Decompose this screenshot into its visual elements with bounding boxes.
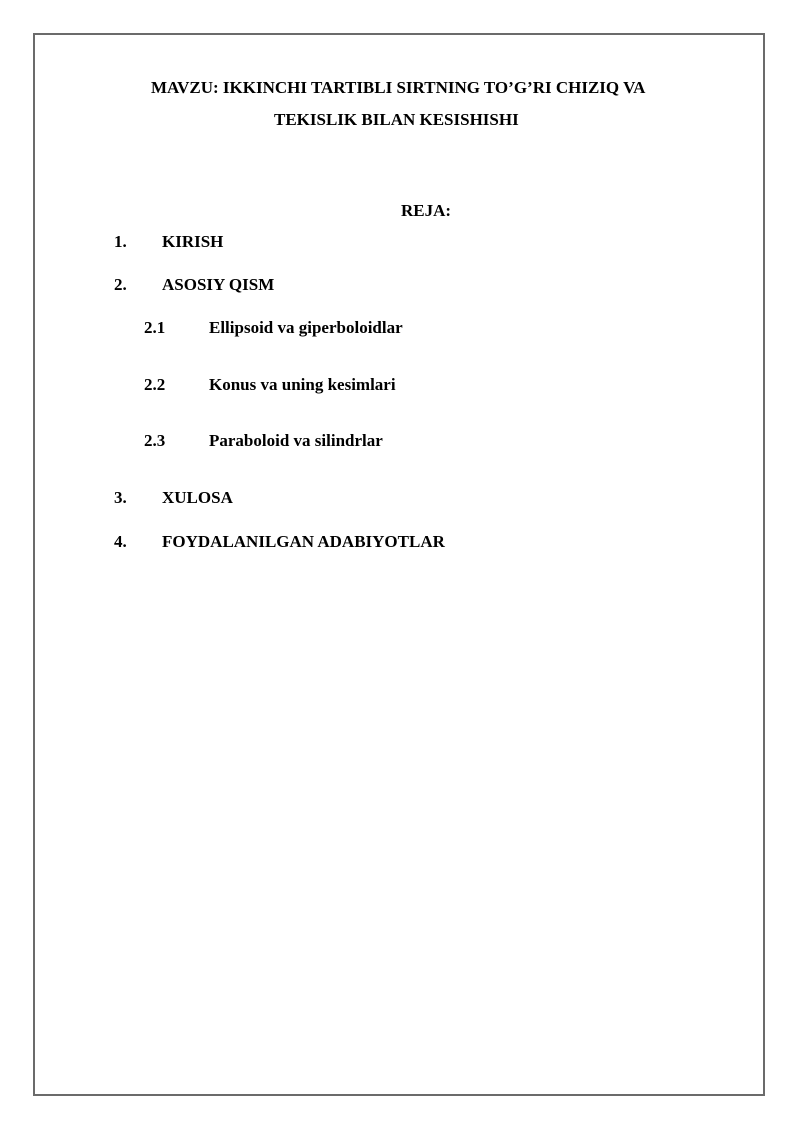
plan-item-label: Paraboloid va silindrlar: [209, 431, 383, 450]
document-title-line-1: MAVZU: IKKINCHI TARTIBLI SIRTNING TO’G’RI CHIZIQ VA: [151, 78, 646, 97]
plan-item-label: Konus va uning kesimlari: [209, 375, 396, 394]
plan-item-number: 1.: [114, 232, 127, 251]
plan-item-label: KIRISH: [162, 232, 224, 251]
plan-item-label: XULOSA: [162, 488, 233, 507]
plan-item-number: 2.2: [144, 375, 166, 394]
plan-item-number: 2.: [114, 275, 127, 294]
plan-item-number: 2.1: [144, 318, 166, 337]
plan-item-label: Ellipsoid va giperboloidlar: [209, 318, 403, 337]
plan-item-number: 2.3: [144, 431, 166, 450]
page-border: [33, 33, 765, 1096]
plan-item-number: 4.: [114, 532, 127, 551]
plan-item-number: 3.: [114, 488, 127, 507]
plan-item-label: ASOSIY QISM: [162, 275, 275, 294]
plan-item-label: FOYDALANILGAN ADABIYOTLAR: [162, 532, 445, 551]
plan-heading: REJA:: [401, 201, 452, 220]
document-title-line-2: TEKISLIK BILAN KESISHISHI: [274, 110, 519, 129]
